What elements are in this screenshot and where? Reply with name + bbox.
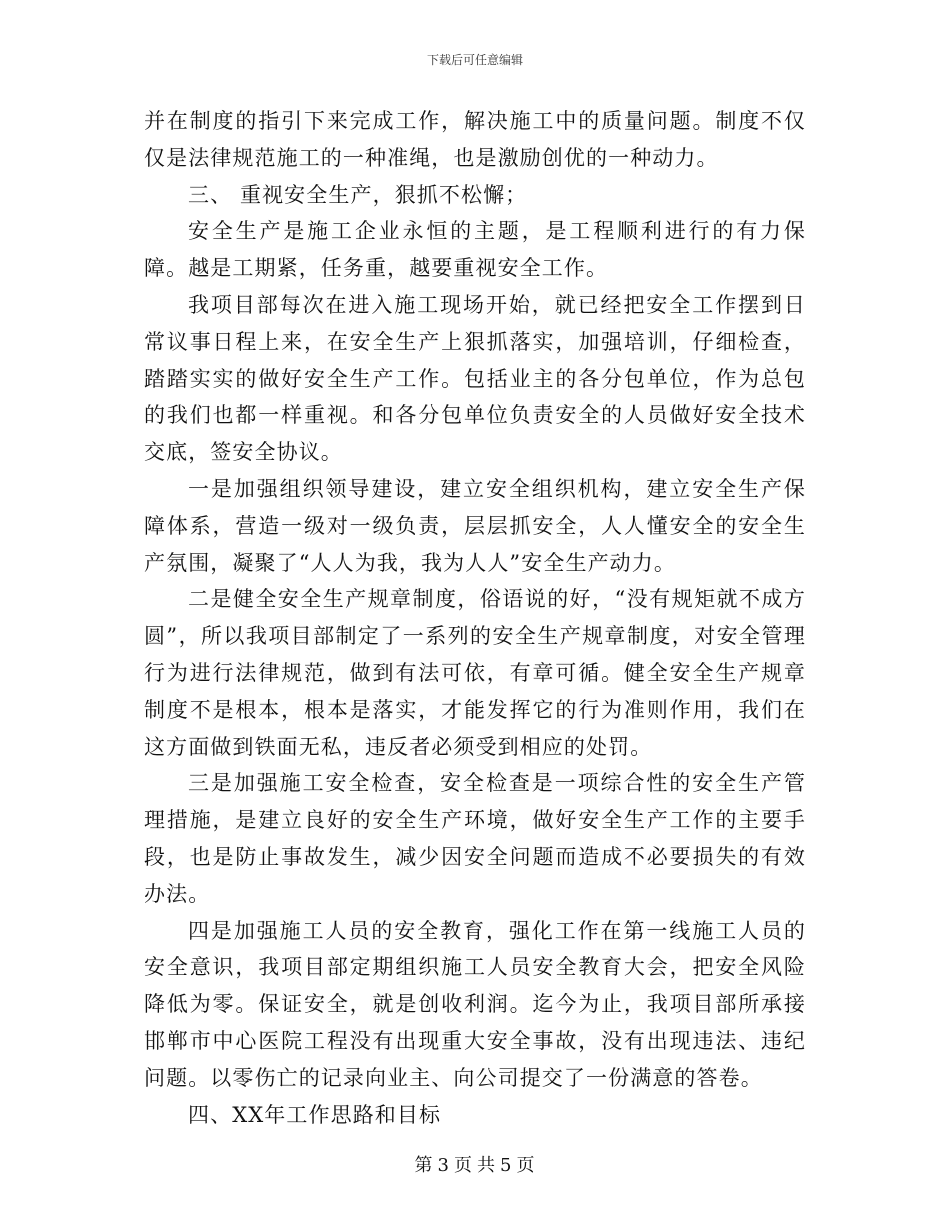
paragraph-project-safety: 我项目部每次在进入施工现场开始，就已经把安全工作摆到日常议事日程上来，在安全生产上狠抓落实，加强培训，仔细检查，踏踏实实的做好安全生产工作。包括业主的各分包单位，作为总包的我们也都一样重视。和各分包单位负责安全的人员做好安全技术交底，签安全协议。 xyxy=(144,292,806,465)
paragraph-point-three: 三是加强施工安全检查，安全检查是一项综合性的安全生产管理措施，是建立良好的安全生产环境，做好安全生产工作的主要手段，也是防止事故发生，减少因安全问题而造成不必要损失的有效办法。 xyxy=(144,771,806,906)
paragraph-point-four: 四是加强施工人员的安全教育，强化工作在第一线施工人员的安全意识，我项目部定期组织施工人员安全教育大会，把安全风险降低为零。保证安全，就是创收利润。迄今为止，我项目部所承接邯郸市中心医院工程没有出现重大安全事故，没有出现违法、违纪问题。以零伤亡的记录向业主、向公司提交了一份满意的答卷。 xyxy=(144,918,806,1090)
page-suffix: 页 xyxy=(516,1155,536,1176)
paragraph-point-two: 二是健全安全生产规章制度，俗语说的好，“没有规矩就不成方圆”，所以我项目部制定了一系列的安全生产规章制度，对安全管理行为进行法律规范，做到有法可依，有章可循。健全安全生产规章制度不是根本，根本是落实，才能发挥它的行为准则作用，我们在这方面做到铁面无私，违反者必须受到相应的处罚。 xyxy=(144,587,806,759)
section-heading-plan: 四、XX年工作思路和目标 xyxy=(188,1102,442,1127)
page-prefix: 第 xyxy=(414,1155,434,1176)
page-number xyxy=(0,1154,950,1178)
page-word: 页 xyxy=(454,1155,473,1176)
total-pages-number: 5 xyxy=(500,1155,513,1176)
total-prefix: 共 xyxy=(477,1155,496,1176)
page-header: 下载后可任意编辑 xyxy=(426,53,523,67)
paragraph-safety-theme: 安全生产是施工企业永恒的主题，是工程顺利进行的有力保障。越是工期紧，任务重，越要重视安全工作。 xyxy=(144,219,806,281)
document-body xyxy=(144,103,806,1133)
section-heading-safety: 三、 重视安全生产，狠抓不松懈； xyxy=(188,182,528,207)
current-page-number: 3 xyxy=(437,1155,450,1176)
paragraph-continuation: 并在制度的指引下来完成工作，解决施工中的质量问题。制度不仅仅是法律规范施工的一种准绳，也是激励创优的一种动力。 xyxy=(144,109,806,170)
paragraph-point-one: 一是加强组织领导建设，建立安全组织机构，建立安全生产保障体系，营造一级对一级负责，层层抓安全，人人懂安全的安全生产氛围，凝聚了“人人为我，我为人人”安全生产动力。 xyxy=(144,476,806,575)
